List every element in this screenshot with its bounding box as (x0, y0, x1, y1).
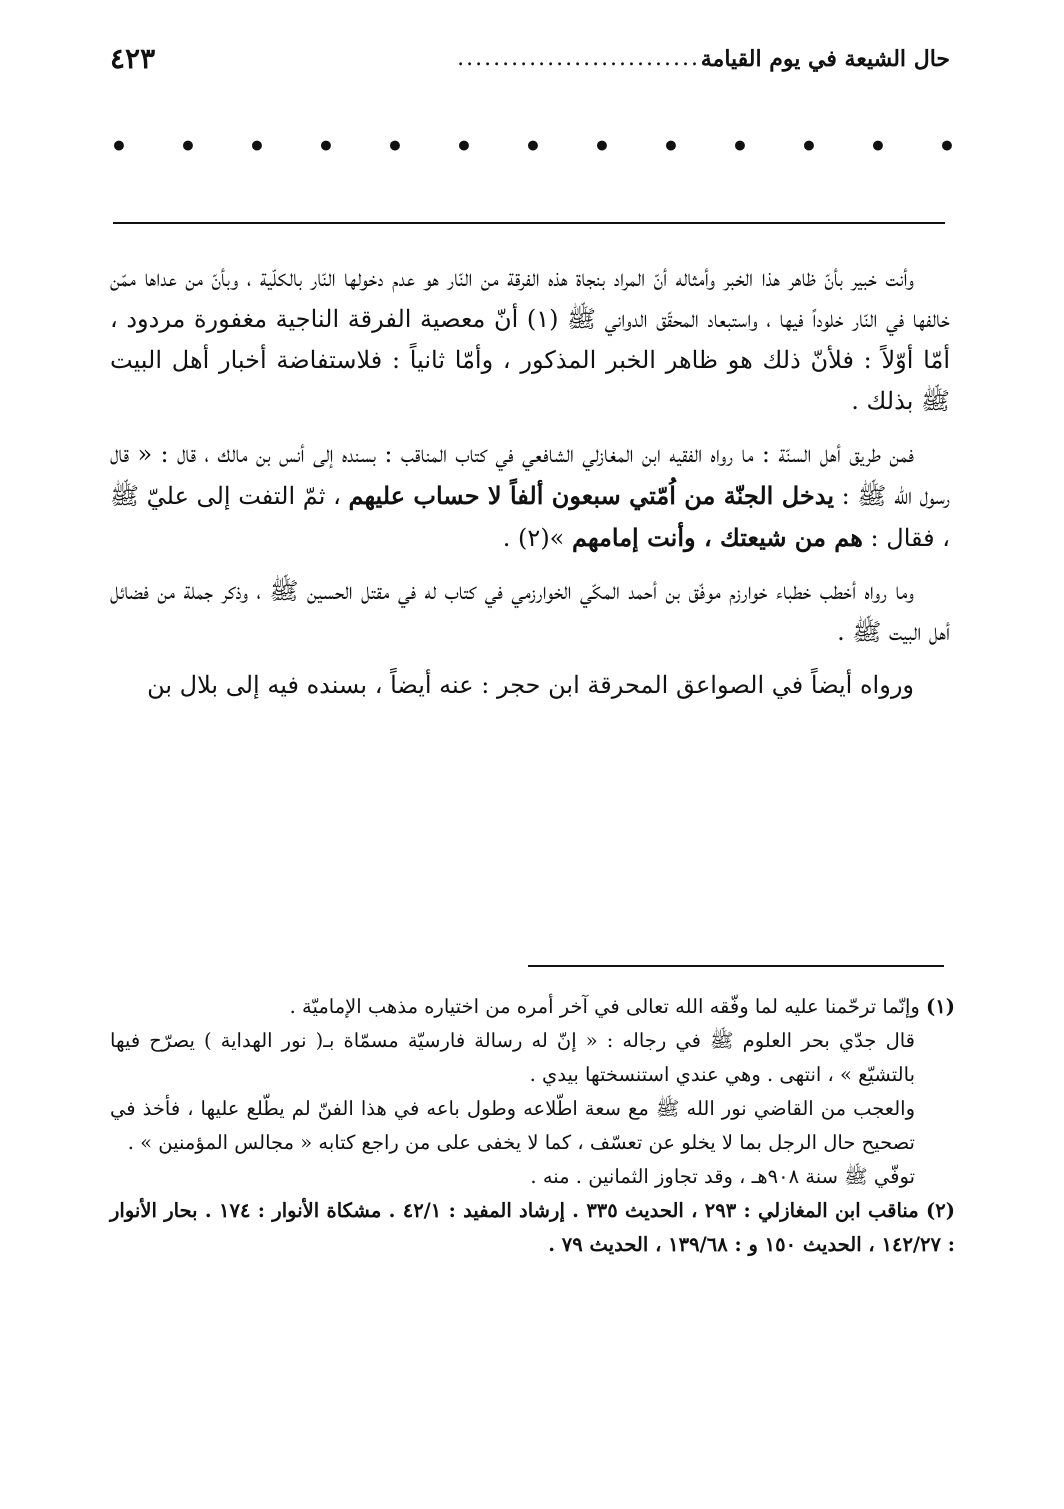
main-text (110, 258, 950, 718)
ellipsis-dot: • (386, 130, 404, 163)
paragraph: وأنت خبير بأنّ ظاهر هذا الخبر وأمثاله أنّ المراد بنجاة هذه الفرقة من النّار هو عدم دخولها النّار بالكلّية ، وبأنّ من عداها ممّن خالفها في النّار خلوداً فيها ، واستبعاد المحقّق الدواني ﷺ (١) أنّ معصية الفرقة الناجية مغفورة مردود ، أمّا أوّلاً : فلأنّ ذلك هو ظاهر الخبر المذكور ، وأمّا ثانياً : فلاستفاضة أخبار أهل البيت ﷺ بذلك . (110, 264, 950, 415)
header-title: حال الشيعة في يوم القيامة (700, 46, 950, 72)
text-run: ، ثمّ التفت إلى عليّ ﷺ ، فقال : (110, 482, 950, 552)
ellipsis-dot: • (110, 130, 128, 163)
footnote-1-continuation: والعجب من القاضي نور الله ﷺ مع سعة اطّلاعه وطول باعه في هذا الفنّ لم يطّلع عليها ، فأخذ في تصحيح حال الرجل بما لا يخلو عن تعسّف ، كما لا يخفى على من راجع كتابه « مجالس المؤمنين » . (110, 1097, 915, 1154)
paragraph (110, 434, 950, 559)
ellipsis-dot: • (731, 130, 749, 163)
footnote-1-continuation: قال جدّي بحر العلوم ﷺ في رجاله : « إنّ له رسالة فارسيّة مسمّاة بـ( نور الهداية ) يصرّح فيها بالتشيّع » ، انتهى . وهي عندي استنسختها بيدي . (110, 1029, 915, 1086)
footnote-text: مناقب ابن المغازلي : ٢٩٣ ، الحديث ٣٣٥ . إرشاد المفيد : ٤٢/١ . مشكاة الأنوار : ١٧٤ . بحار الأنوار : ١٤٢/٢٧ ، الحديث ١٥٠ و : ١٣٩/٦٨ ، الحديث ٧٩ . (110, 1199, 955, 1256)
running-header (110, 40, 950, 84)
footnote-2 (110, 1194, 955, 1262)
page-number: ٤٢٣ (110, 42, 156, 75)
ellipsis-dot: • (317, 130, 335, 163)
text-run: فمن طريق أهل السنّة : ما رواه الفقيه ابن المغازلي الشافعي في كتاب المناقب : بسنده إلى أنس بن مالك ، قال : « قال رسول الله ﷺ : (110, 440, 950, 510)
section-divider (113, 222, 945, 224)
bold-quote: يدخل الجنّة من اُمّتي سبعون ألفاً لا حساب عليهم (348, 481, 835, 510)
footnote-1 (110, 990, 955, 1024)
ellipsis-dot: • (869, 130, 887, 163)
footnote-1-continuation: توفّي ﷺ سنة ٩٠٨هـ ، وقد تجاوز الثمانين . منه . (530, 1165, 915, 1188)
ellipsis-dot: • (938, 130, 956, 163)
ellipsis-dot: • (524, 130, 542, 163)
bold-quote: هم من شيعتك ، وأنت إمامهم (572, 523, 863, 552)
paragraph: ورواه أيضاً في الصواعق المحرقة ابن حجر : عنه أيضاً ، بسنده فيه إلى بلال بن (147, 671, 914, 699)
omission-dots (110, 130, 955, 170)
ellipsis-dot: • (800, 130, 818, 163)
footnote-marker: (١) (926, 995, 955, 1018)
paragraph: وما رواه أخطب خطباء خوارزم موفّق بن أحمد المكّي الخوارزمي في كتاب له في مقتل الحسين ﷺ ، وذكر جملة من فضائل أهل البيت ﷺ . (110, 577, 950, 646)
footnote-marker: (٢) (926, 1199, 955, 1222)
ellipsis-dot: • (593, 130, 611, 163)
footnote-divider (528, 965, 944, 967)
footnotes (110, 990, 955, 1262)
ellipsis-dot: • (179, 130, 197, 163)
ellipsis-dot: • (662, 130, 680, 163)
header-leader-dots: ........................... (457, 46, 700, 71)
footnote-text: وإنّما ترحّمنا عليه لما وفّقه الله تعالى في آخر أمره من اختياره مذهب الإماميّة . (289, 995, 927, 1018)
text-run: »(٢) . (502, 524, 572, 552)
ellipsis-dot: • (248, 130, 266, 163)
ellipsis-dot: • (455, 130, 473, 163)
